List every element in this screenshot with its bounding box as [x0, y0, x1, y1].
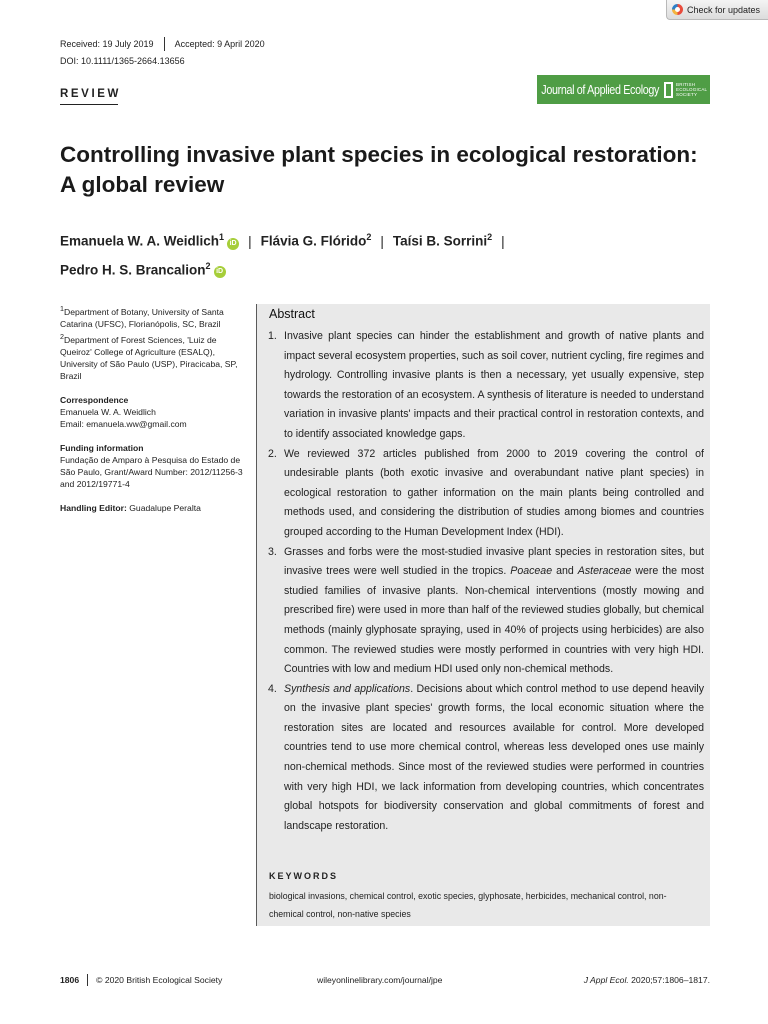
society-name: BRITISH ECOLOGICAL SOCIETY: [676, 82, 708, 97]
correspondence: [60, 394, 245, 430]
affiliation-mark: 2: [487, 232, 493, 242]
funding-text: Fundação de Amparo à Pesquisa do Estado de São Paulo, Grant/Award Number: 2012/11256-3 and 2012/19771-4: [60, 454, 243, 489]
article-dates: [60, 37, 265, 51]
section-label: REVIEW: [60, 88, 121, 100]
section-rule: [60, 104, 118, 105]
divider: [87, 974, 88, 986]
funding: [60, 442, 245, 490]
check-updates-label: Check for updates: [687, 4, 761, 15]
citation: J Appl Ecol. 2020;57:1806–1817.: [583, 975, 710, 985]
article-sidebar: [60, 303, 245, 526]
abstract-heading: Abstract: [269, 307, 315, 321]
received-date: Received: 19 July 2019: [60, 39, 154, 49]
author-list: Emanuela W. A. Weidlich$^1$iD | Flávia G. Flórido$^2$ | Taísi B. Sorrini$^2$ | Pedro H. S. Brancalion$^2$iD: [60, 232, 505, 277]
correspondence-name: Emanuela W. A. Weidlich: [60, 406, 156, 417]
crossmark-icon: [672, 4, 683, 15]
page-number: 1806: [60, 975, 80, 985]
copyright: © 2020 British Ecological Society: [96, 975, 223, 985]
society-logo-icon: [664, 82, 673, 98]
accepted-date: Accepted: 9 April 2020: [174, 39, 265, 49]
affiliation-1: $^1$Department of Botany, University of Santa Catarina (UFSC), Florianópolis, SC, Brazil: [60, 305, 224, 329]
author-name[interactable]: Flávia G. Flórido: [260, 233, 367, 249]
check-for-updates-button[interactable]: [666, 0, 768, 20]
keywords-list: biological invasions, chemical control, exotic species, glyphosate, herbicides, mechanical control, non-chemical control, non-native species: [269, 891, 667, 919]
funding-label: Funding information: [60, 442, 144, 453]
list-item: 2. We reviewed 372 articles published from 2000 to 2019 covering the control of undesirable plants (both exotic invasive and overabundant native plant species) in ecological restoration to gather information on the main plants being controlled and methods used, and considering the distribution of studies among biomes and countries grouped according to the Human Development Index (HDI).: [268, 447, 704, 538]
orcid-icon[interactable]: iD: [227, 238, 239, 250]
correspondence-email[interactable]: Email: emanuela.ww@gmail.com: [60, 418, 187, 429]
affiliation-mark: 2: [366, 232, 372, 242]
list-item: 1. Invasive plant species can hinder the establishment and growth of native plants and impact several ecosystem properties, such as soil cover, nutrient cycling, fire regimes and hydrology. Controlling invasive plants is then a necessary, yet usually expensive, step towards the restoration of an ecosystem. A synthesis of literature is needed to understand variation in invasive plants' impacts and their practical control in restoration contexts, and to identify associated knowledge gaps.: [268, 330, 704, 440]
editor-name: Guadalupe Peralta: [126, 502, 201, 513]
author-name[interactable]: Pedro H. S. Brancalion: [60, 262, 206, 277]
article-title: Controlling invasive plant species in ecological restoration: A global review: [60, 142, 698, 197]
doi-link[interactable]: DOI: 10.1111/1365-2664.13656: [60, 56, 185, 66]
page-footer: [60, 974, 710, 986]
affiliation-mark: 1: [219, 232, 225, 242]
affiliations: [60, 303, 245, 382]
author-name[interactable]: Taísi B. Sorrini: [392, 233, 488, 249]
handling-editor: [60, 502, 245, 514]
journal-logo[interactable]: [537, 75, 710, 104]
list-item: 3. Grasses and forbs were the most-studied invasive plant species in restoration sites, but invasive trees were well studied in the tropics. Poaceae and Asteraceae were the most studied families of invasive plants. Non-chemical interventions (mostly mowing and prescribed fire) were used in more than half of the reviewed studies globally, but chemical methods (mainly glyphosate spraying, used in 40% of projects using herbicides) are also common. The reviewed studies were mostly performed in countries with very high HDI. Countries with low and medium HDI used only non-chemical methods.: [268, 545, 704, 676]
abstract-list: [268, 327, 704, 836]
journal-name: Journal of Applied Ecology: [541, 82, 660, 97]
keywords-heading: KEYWORDS: [269, 871, 339, 881]
list-item: 4. Synthesis and applications. Decisions about which control method to use depend heavily on the invasive plant species' growth forms, the local economic situation where the restoration sites are located and resources available for control. More developed countries tend to use more chemical control, whereas less developed ones use mainly non-chemical methods. Since most of the reviewed studies were performed in countries with very high HDI, we lack information from developing countries, which concentrates global hotspots for biodiversity conservation and global commitments of forest and landscape restoration.: [268, 682, 704, 832]
author-name[interactable]: Emanuela W. A. Weidlich: [60, 233, 220, 249]
editor-label: Handling Editor:: [60, 502, 127, 513]
divider: [164, 37, 165, 51]
correspondence-label: Correspondence: [60, 394, 129, 405]
affiliation-mark: 2: [205, 260, 211, 271]
orcid-icon[interactable]: iD: [214, 266, 226, 278]
affiliation-2: $^2$Department of Forest Sciences, 'Luiz de Queiroz' College of Agriculture (ESALQ), University of São Paulo (USP), Piracicaba, SP, Brazil: [60, 332, 238, 381]
journal-url-link[interactable]: wileyonlinelibrary.com/journal/jpe: [317, 975, 443, 985]
